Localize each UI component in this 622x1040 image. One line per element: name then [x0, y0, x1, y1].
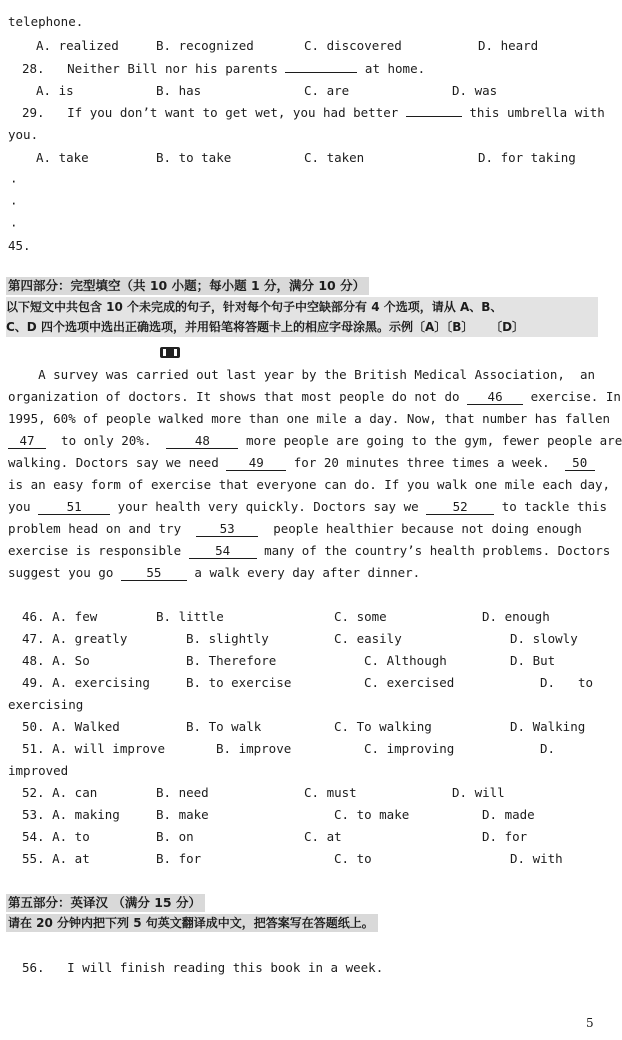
option-d: D. was — [452, 83, 498, 98]
passage-line: exercise is responsible 54 many of the country’s health problems. Doctors — [8, 543, 611, 558]
option-b: B. little — [156, 609, 224, 624]
option-c: C. Although — [364, 653, 447, 668]
option-c: C. improving — [364, 741, 455, 756]
blank-52: 52 — [426, 500, 494, 515]
option-a: 49. A. exercising — [22, 675, 150, 690]
continued-line: telephone. — [8, 14, 84, 29]
option-a: 54. A. to — [22, 829, 90, 844]
passage-line: 47 to only 20%. 48 more people are going to the gym, fewer people are — [8, 433, 622, 449]
blank-49: 49 — [226, 456, 286, 471]
passage-line: is an easy form of exercise that everyone can do. If you walk one mile each day, — [8, 477, 611, 492]
blank-55: 55 — [121, 566, 187, 581]
instruction-line: C、D 四个选项中选出正确选项，并用铅笔将答题卡上的相应字母涂黑。示例〔A〕〔B〕 〔D〕 — [6, 320, 525, 334]
page-number: 5 — [586, 1016, 594, 1030]
option-b: B. on — [156, 829, 194, 844]
option-b: B. To walk — [186, 719, 262, 734]
passage-line: organization of doctors. It shows that most people do not do 46 exercise. In — [8, 389, 621, 404]
option-d: D. with — [510, 851, 563, 866]
option-b: B. recognized — [156, 38, 254, 53]
option-c: C. discovered — [304, 38, 402, 53]
option-b: B. Therefore — [186, 653, 277, 668]
option-b: B. make — [156, 807, 209, 822]
option-a: A. is — [36, 83, 74, 98]
option-c: C. are — [304, 83, 350, 98]
blank-54: 54 — [189, 544, 257, 559]
blank-47: 47 — [8, 434, 46, 449]
option-a: A. take — [36, 150, 89, 165]
blank-46: 46 — [467, 390, 523, 405]
option-a: 50. A. Walked — [22, 719, 120, 734]
passage-line: walking. Doctors say we need 49 for 20 minutes three times a week. 50 — [8, 455, 595, 471]
passage-line: A survey was carried out last year by the British Medical Association, an — [8, 367, 595, 382]
q28-stem: 28. Neither Bill nor his parents at home. — [22, 61, 426, 76]
option-d: D. for — [482, 829, 528, 844]
option-d: D. But — [510, 653, 556, 668]
option-a: A. realized — [36, 38, 119, 53]
blank-48: 48 — [166, 434, 238, 449]
blank-50: 50 — [565, 456, 595, 471]
part5-title: 第五部分：英译汉 （满分 15 分） — [6, 894, 205, 912]
blank-53: 53 — [196, 522, 258, 537]
option-c: C. to — [334, 851, 372, 866]
part4-instructions — [6, 297, 598, 337]
option-b: B. for — [156, 851, 202, 866]
q29-stem-cont: you. — [8, 127, 39, 142]
passage-line: suggest you go 55 a walk every day after dinner. — [8, 565, 421, 580]
ellipsis-dot: · — [10, 174, 18, 189]
part4-title: 第四部分：完型填空（共 10 小题；每小题 1 分，满分 10 分） — [6, 277, 369, 295]
option-b: B. slightly — [186, 631, 269, 646]
option-d: D. — [540, 675, 556, 690]
passage-line: you 51 your health very quickly. Doctors say we 52 to tackle this — [8, 499, 608, 514]
option-d: D. enough — [482, 609, 550, 624]
option-a: 46. A. few — [22, 609, 98, 624]
blank-51: 51 — [38, 500, 110, 515]
option-d: D. — [540, 741, 556, 756]
option-d-wrap: improved — [8, 763, 69, 778]
option-d: D. heard — [478, 38, 539, 53]
option-d: D. slowly — [510, 631, 578, 646]
option-b: B. to take — [156, 150, 232, 165]
option-b: B. improve — [216, 741, 292, 756]
option-c: C. easily — [334, 631, 402, 646]
option-c: C. taken — [304, 150, 365, 165]
option-c: C. To walking — [334, 719, 432, 734]
option-a: 51. A. will improve — [22, 741, 165, 756]
instruction-line: 以下短文中共包含 10 个未完成的句子，针对每个句子中空缺部分有 4 个选项，请从 A、B、 — [6, 300, 503, 314]
option-c: C. to make — [334, 807, 410, 822]
passage-line: problem head on and try 53 people healthier because not doing enough — [8, 521, 582, 536]
option-c: C. exercised — [364, 675, 455, 690]
option-d-text: to — [578, 675, 594, 690]
option-a: 47. A. greatly — [22, 631, 128, 646]
option-d: D. Walking — [510, 719, 586, 734]
option-b: B. to exercise — [186, 675, 292, 690]
option-c: C. must — [304, 785, 357, 800]
q45-label: 45. — [8, 238, 31, 253]
option-d: D. for taking — [478, 150, 576, 165]
option-a: 53. A. making — [22, 807, 120, 822]
q29-stem: 29. If you don’t want to get wet, you had better this umbrella with — [22, 105, 605, 120]
option-b: B. has — [156, 83, 202, 98]
option-c: C. at — [304, 829, 342, 844]
passage-line: 1995, 60% of people walked more than one mile a day. Now, that number has fallen — [8, 411, 611, 426]
option-b: B. need — [156, 785, 209, 800]
option-d: D. made — [482, 807, 535, 822]
filled-answer-mark-icon — [160, 347, 180, 358]
option-d-wrap: exercising — [8, 697, 84, 712]
part5-instructions: 请在 20 分钟内把下列 5 句英文翻译成中文，把答案写在答题纸上。 — [6, 914, 378, 932]
option-a: 48. A. So — [22, 653, 90, 668]
ellipsis-dot: · — [10, 218, 18, 233]
option-c: C. some — [334, 609, 387, 624]
option-a: 52. A. can — [22, 785, 98, 800]
ellipsis-dot: · — [10, 196, 18, 211]
option-a: 55. A. at — [22, 851, 90, 866]
option-d: D. will — [452, 785, 505, 800]
q56-stem: 56. I will finish reading this book in a week. — [22, 960, 384, 975]
